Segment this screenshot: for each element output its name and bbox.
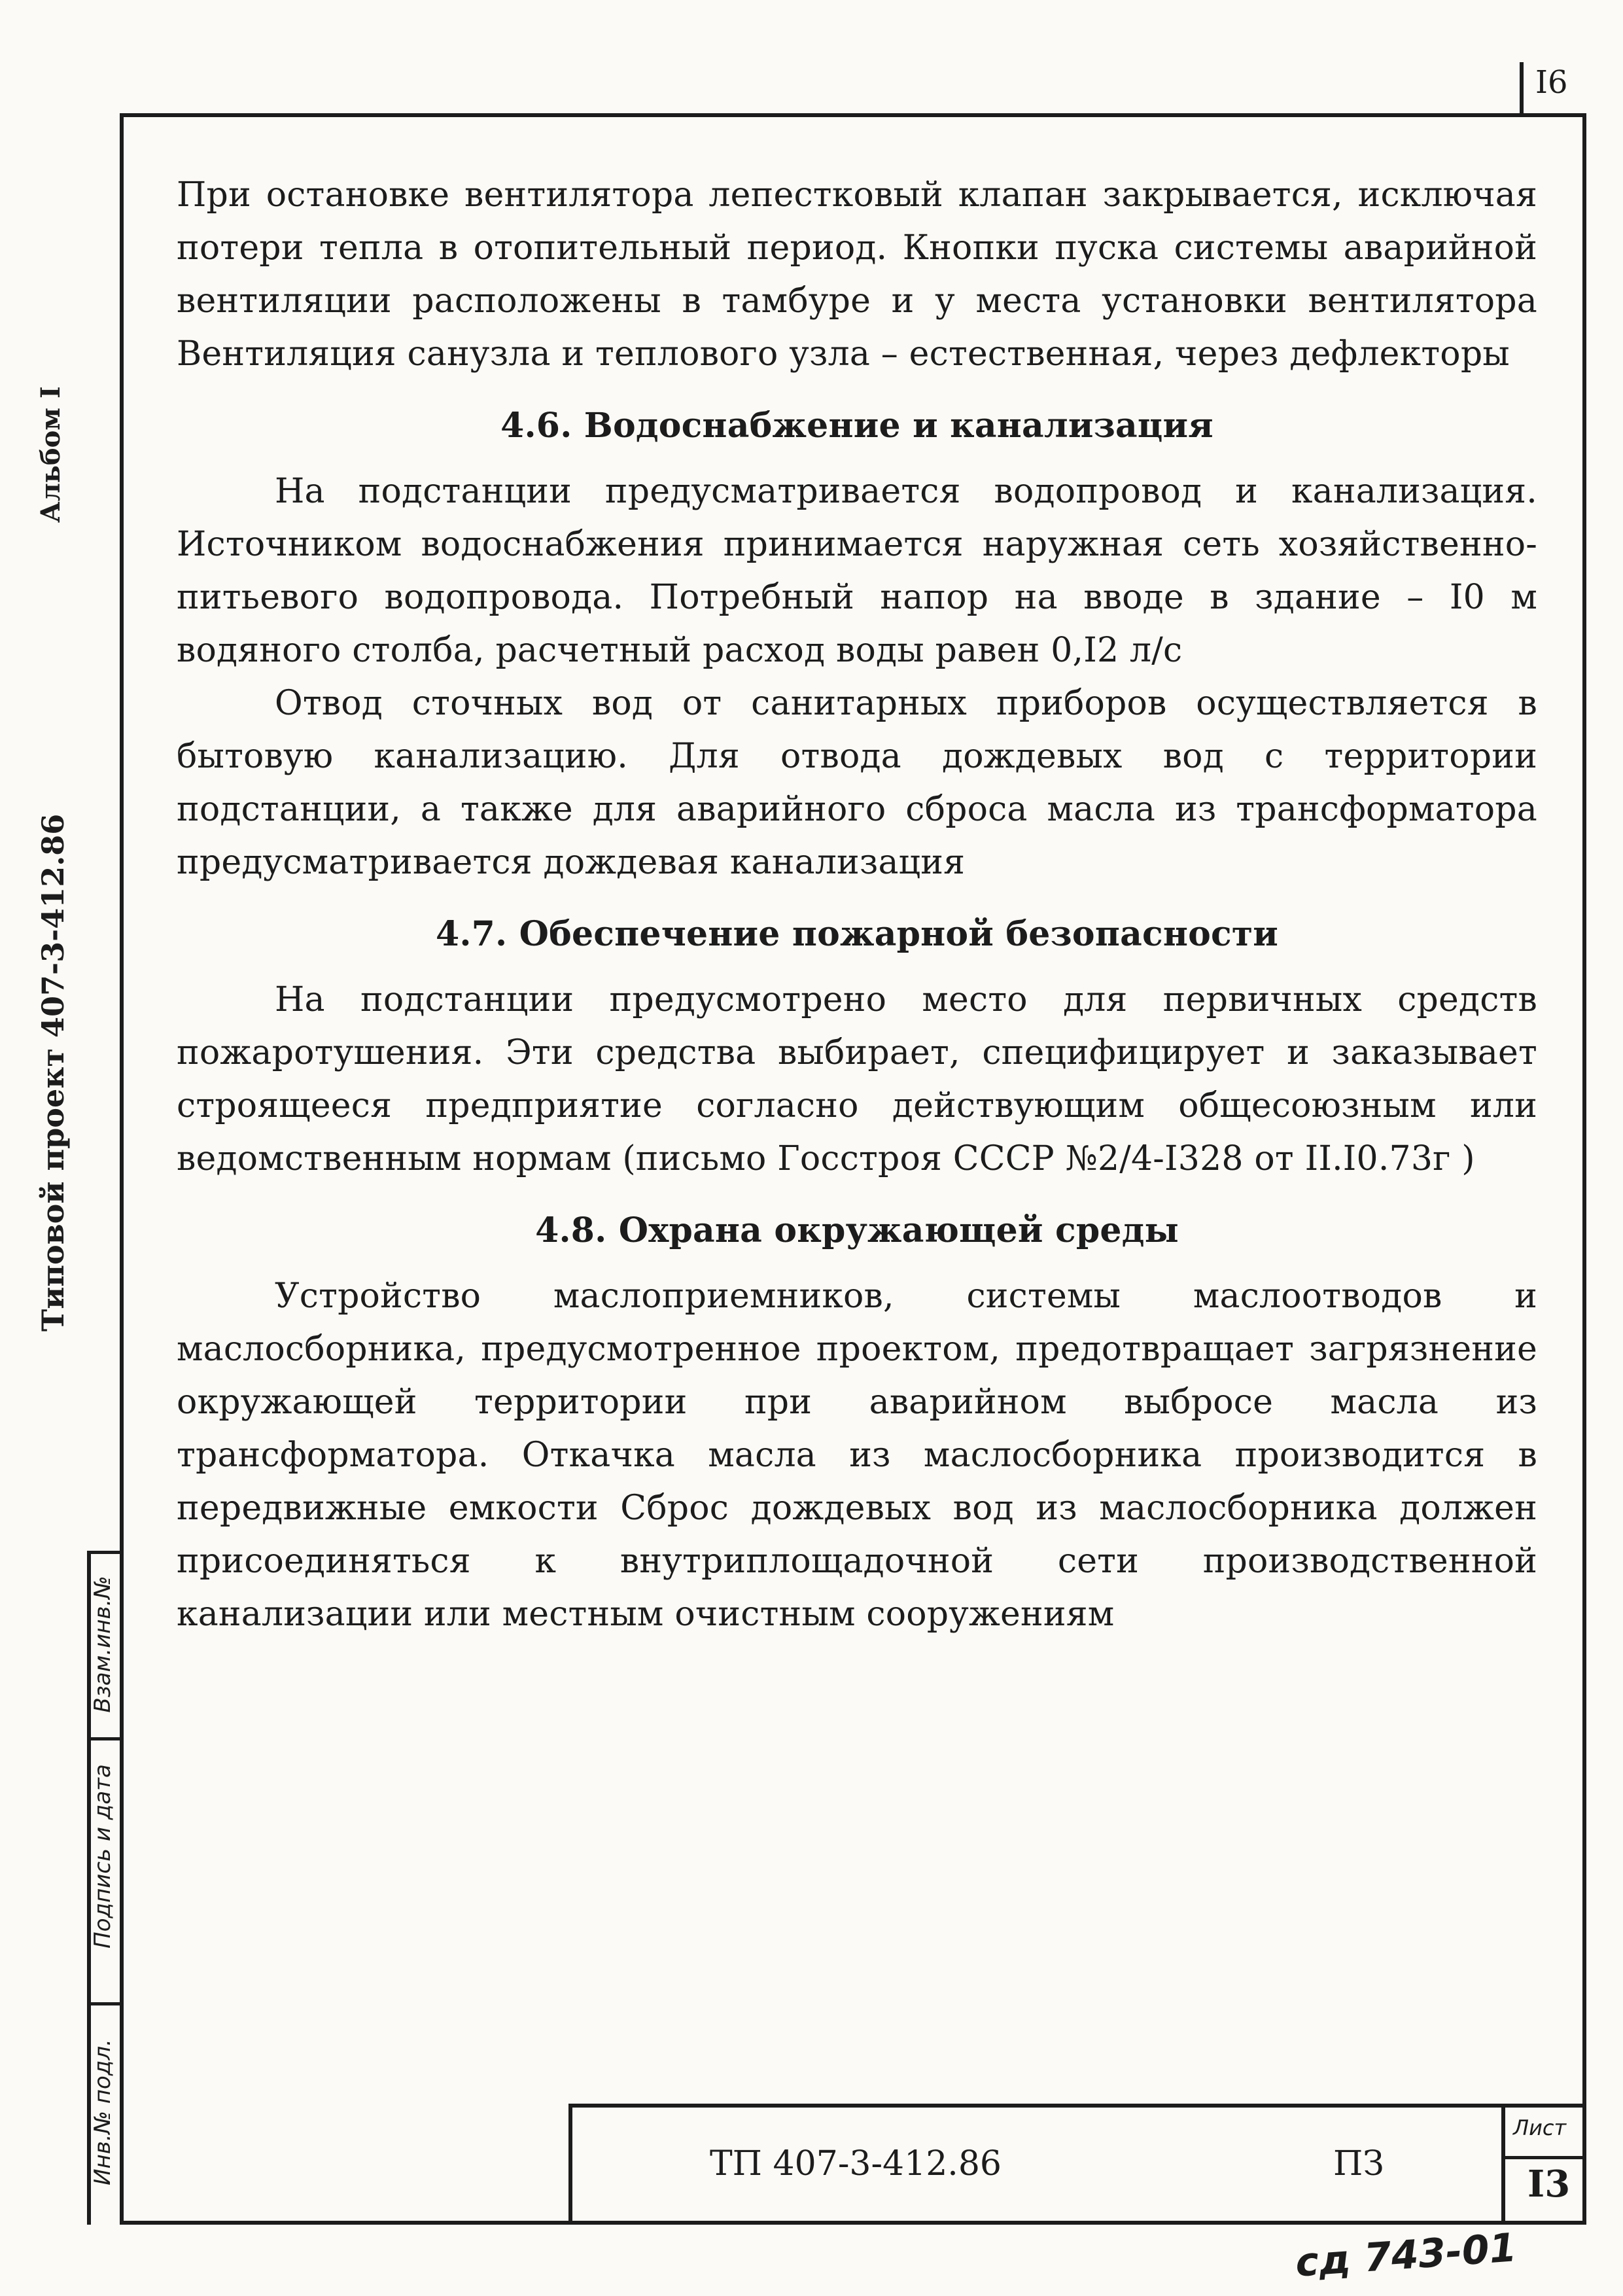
margin-divider <box>87 2002 124 2005</box>
margin-divider <box>87 1551 124 1554</box>
archive-mark: сд 743-01 <box>1293 2225 1518 2286</box>
paragraph-drainage: Отвод сточных вод от санитарных приборов осуществляется в бытовую канализацию. Для отвода дождевых вод с территории подстанции, а также для аварийного сброса масла из трансформатора предусматривается дождевая канализация <box>177 684 1537 882</box>
margin-divider <box>87 1737 124 1740</box>
stamp-sheet-divider <box>1501 2156 1586 2159</box>
stamp-sheet-label: Лист <box>1513 2115 1567 2140</box>
paragraph-environment: Устройство маслоприемников, системы маслоотводов и маслосборника, предусмотренное проектом, предотвращает загрязнение окружающей территории при аварийном выбросе масла из трансформатора. Откачка масла из маслосборника производится в передвижные емкости Сброс дождевых вод из маслосборника должен присоединяться к внутриплощадочной сети производственной канализации или местным очистным сооружениям <box>177 1277 1537 1634</box>
margin-field-replacement-inventory: Взам.инв.№ <box>90 1576 116 1713</box>
paragraph-water-supply: На подстанции предусматривается водопровод и канализация. Источником водоснабжения принимается наружная сеть хозяйственно-питьевого водопровода. Потребный напор на вводе в здание – I0 м водяного столба, расчетный расход воды равен 0,I2 л/с <box>177 472 1537 670</box>
document-body <box>177 169 1537 1641</box>
paragraph-ventilation: При остановке вентилятора лепестковый клапан закрывается, исключая потери тепла в отопительный период. Кнопки пуска системы аварийной вентиляции расположены в тамбуре и у места установки вентилятора Вентиляция санузла и теплового узла – естественная, через дефлекторы <box>177 175 1537 374</box>
stamp-divider <box>1501 2108 1505 2225</box>
margin-album-label: Альбом I <box>35 386 66 523</box>
title-block-stamp <box>568 2104 1586 2225</box>
paragraph-fire-safety: На подстанции предусмотрено место для первичных средств пожаротушения. Эти средства выбирает, специфицирует и заказывает строящееся предприятие согласно действующим общесоюзным или ведомственным нормам (письмо Госстроя СССР №2/4-I328 от II.I0.73г ) <box>177 980 1537 1178</box>
section-heading-4-8: 4.8. Охрана окружающей среды <box>535 1210 1179 1250</box>
page-number-divider <box>1520 62 1524 116</box>
stamp-project-code: ТП 407-3-412.86 <box>710 2144 1002 2183</box>
stamp-sheet-number: I3 <box>1527 2163 1571 2206</box>
margin-project-label: Типовой проект 407-3-412.86 <box>35 813 71 1332</box>
margin-field-signature-date: Подпись и дата <box>90 1764 116 1949</box>
section-heading-4-6: 4.6. Водоснабжение и канализация <box>500 406 1213 446</box>
stamp-document-type: ПЗ <box>1333 2144 1384 2183</box>
margin-field-original-inventory: Инв.№ подл. <box>90 2039 116 2185</box>
page-number: I6 <box>1535 64 1568 101</box>
section-heading-4-7: 4.7. Обеспечение пожарной безопасности <box>435 914 1279 954</box>
